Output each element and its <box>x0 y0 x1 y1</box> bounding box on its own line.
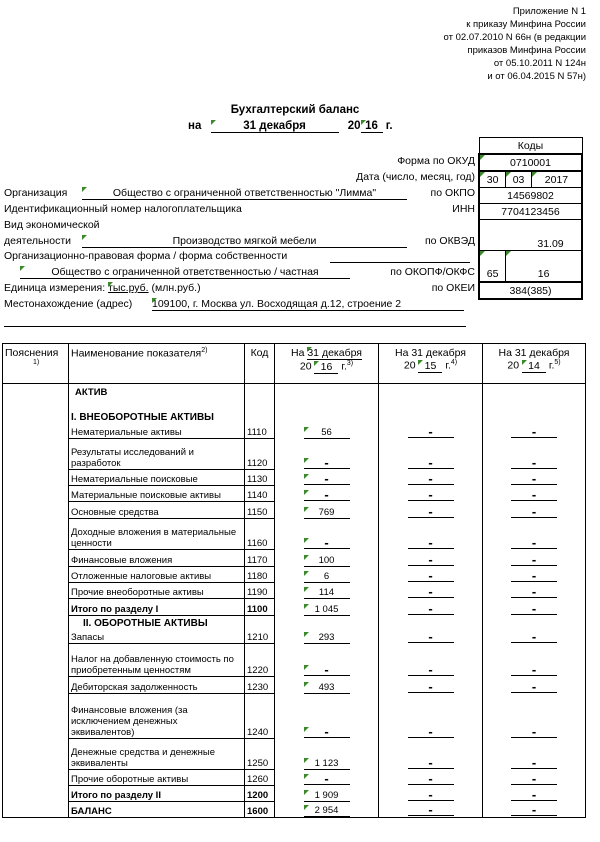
row-name: Материальные поисковые активы <box>69 486 245 502</box>
row-value-v1: 6 <box>304 571 350 583</box>
row-value-v2: - <box>408 427 454 438</box>
row-value-v2: - <box>408 682 454 693</box>
table-row <box>3 677 586 694</box>
value-cell <box>275 486 379 502</box>
appendix-note <box>444 5 586 83</box>
report-date <box>188 120 393 133</box>
table-row <box>3 583 586 599</box>
row-value-v1: - <box>304 774 350 785</box>
org-name: Общество с ограниченной ответственностью "Лимма" <box>82 187 407 200</box>
value-cell <box>275 502 379 519</box>
section-assets: АКТИВ <box>69 384 245 404</box>
row-name: Результаты исследований и разработок <box>69 439 245 470</box>
col1-year: 16 <box>314 361 338 374</box>
date-year: 2017 <box>531 171 582 188</box>
row-name: Итого по разделу II <box>69 786 245 802</box>
row-name: Финансовые вложения <box>69 550 245 567</box>
okfs-value: 16 <box>506 266 582 282</box>
value-cell <box>379 599 483 616</box>
row-value-v2: - <box>408 758 454 769</box>
row-value-v2: - <box>408 490 454 501</box>
row-code: 1110 <box>245 423 275 439</box>
value-cell <box>275 694 379 739</box>
notes-cell <box>3 802 69 818</box>
notes-cell <box>3 439 69 470</box>
row-code: 1120 <box>245 439 275 470</box>
page-title: Бухгалтерский баланс <box>230 104 360 116</box>
value-cell <box>275 439 379 470</box>
notes-cell <box>3 599 69 616</box>
header-notes <box>3 344 69 384</box>
activity-label-1: Вид экономической <box>4 219 100 231</box>
table-row <box>3 423 586 439</box>
row-value-v2: - <box>408 587 454 598</box>
address-value: 109100, г. Москва ул. Восходящая д.12, строение 2 <box>152 298 464 311</box>
date-value: 31 декабря <box>211 120 339 133</box>
notes-cell <box>3 583 69 599</box>
row-code: 1150 <box>245 502 275 519</box>
unit-alt: (млн.руб.) <box>151 282 201 294</box>
okud-label: Форма по ОКУД <box>397 155 475 167</box>
row-value-v3: - <box>511 474 557 485</box>
col2-prefix: На 31 декабря <box>395 347 466 359</box>
row-value-v1: - <box>304 665 350 676</box>
okved-value: 31.09 <box>479 235 582 251</box>
value-cell <box>275 567 379 583</box>
value-cell <box>379 644 483 677</box>
header-name-sup: 2) <box>201 347 208 354</box>
balance-body <box>3 384 586 818</box>
row-value-v3: - <box>511 682 557 693</box>
value-cell <box>275 519 379 550</box>
unit-value: тыс.руб. <box>108 282 149 294</box>
table-row <box>3 770 586 786</box>
row-name: Нематериальные поисковые <box>69 470 245 486</box>
header-col2 <box>379 344 483 384</box>
row-value-v1: 2 954 <box>304 805 350 817</box>
date-day: 30 <box>479 171 506 188</box>
value-cell <box>275 599 379 616</box>
date-label: Дата (число, месяц, год) <box>356 171 475 183</box>
col1-prefix: На <box>290 347 305 359</box>
notes-cell <box>3 694 69 739</box>
value-cell <box>275 802 379 818</box>
row-code: 1210 <box>245 616 275 644</box>
table-row <box>3 599 586 616</box>
table-row <box>3 644 586 677</box>
row-value-v2: - <box>408 571 454 582</box>
value-cell <box>483 739 586 770</box>
notes-cell <box>3 502 69 519</box>
appendix-line: от 05.10.2011 N 124н <box>493 58 586 69</box>
row-name: Прочие оборотные активы <box>69 770 245 786</box>
row-value-v1: - <box>304 538 350 549</box>
row-value-v3: - <box>511 587 557 598</box>
unit-row <box>4 282 201 294</box>
value-cell <box>483 423 586 439</box>
row-value-v2: - <box>408 555 454 566</box>
row-code: 1230 <box>245 677 275 694</box>
okud-value: 0710001 <box>479 154 582 171</box>
value-cell <box>379 519 483 550</box>
row-value-v1: - <box>304 474 350 485</box>
row-value-v3: - <box>511 604 557 615</box>
row-name: Денежные средства и денежные эквиваленты <box>69 739 245 770</box>
value-cell <box>483 550 586 567</box>
notes-cell <box>3 567 69 583</box>
row-value-v2: - <box>408 665 454 676</box>
value-cell <box>483 599 586 616</box>
row-name: Итого по разделу I <box>69 599 245 616</box>
value-cell <box>379 502 483 519</box>
value-cell <box>275 786 379 802</box>
value-cell <box>275 739 379 770</box>
value-cell <box>379 567 483 583</box>
row-code: 1600 <box>245 802 275 818</box>
col1-y20: 20 <box>299 360 312 373</box>
unit-label: Единица измерения: <box>4 282 106 294</box>
notes-cell <box>3 470 69 486</box>
codes-table <box>478 137 583 300</box>
row-value-v1: 56 <box>304 427 350 439</box>
col2-year: 15 <box>418 360 442 373</box>
activity-label-2: деятельности <box>4 235 71 247</box>
row-value-v1: 1 123 <box>304 758 350 770</box>
value-cell <box>379 739 483 770</box>
appendix-line: приказов Минфина России <box>467 45 586 56</box>
row-value-v2: - <box>408 727 454 738</box>
header-name-label: Наименование показателя <box>71 347 202 360</box>
value-cell <box>379 677 483 694</box>
section-1: I. ВНЕОБОРОТНЫЕ АКТИВЫ <box>69 403 245 423</box>
col3-y20: 20 <box>507 359 520 372</box>
value-cell <box>483 486 586 502</box>
table-row <box>3 786 586 802</box>
row-value-v2: - <box>408 790 454 801</box>
row-value-v1: 100 <box>304 555 350 567</box>
row-value-v1: - <box>304 458 350 469</box>
value-cell <box>483 583 586 599</box>
inn-full-label: Идентификационный номер налогоплательщика <box>4 203 242 215</box>
value-cell <box>275 677 379 694</box>
row-name: Запасы <box>71 632 105 643</box>
col1-sup: 3) <box>346 360 354 367</box>
value-cell <box>379 486 483 502</box>
value-cell <box>483 616 586 644</box>
row-name: Доходные вложения в материальные ценности <box>69 519 245 550</box>
table-row <box>3 802 586 818</box>
legal-form-value: Общество с ограниченной ответственностью / частная <box>20 266 350 279</box>
notes-cell <box>3 423 69 439</box>
notes-cell <box>3 519 69 550</box>
value-cell <box>483 677 586 694</box>
row-value-v3: - <box>511 727 557 738</box>
row-value-v3: - <box>511 458 557 469</box>
value-cell <box>275 583 379 599</box>
row-code: 1100 <box>245 599 275 616</box>
notes-cell <box>3 786 69 802</box>
value-cell <box>275 770 379 786</box>
row-value-v2: - <box>408 604 454 615</box>
row-name: Нематериальные активы <box>69 423 245 439</box>
okved-blank <box>479 220 582 236</box>
row-value-v3: - <box>511 805 557 816</box>
value-cell <box>275 616 379 644</box>
okved-label: по ОКВЭД <box>424 235 475 247</box>
row-value-v3: - <box>511 571 557 582</box>
table-row <box>3 486 586 502</box>
table-row <box>3 567 586 583</box>
value-cell <box>379 439 483 470</box>
row-value-v3: - <box>511 538 557 549</box>
row-code: 1190 <box>245 583 275 599</box>
okpo-label: по ОКПО <box>430 187 475 199</box>
row-value-v1: - <box>304 727 350 738</box>
col3-sup: 5) <box>554 359 561 366</box>
value-cell <box>483 567 586 583</box>
address-line-2 <box>4 326 466 327</box>
row-value-v1: - <box>304 490 350 501</box>
value-cell <box>379 423 483 439</box>
row-code: 1250 <box>245 739 275 770</box>
header-col1 <box>275 344 379 384</box>
appendix-line: Приложение N 1 <box>512 6 586 17</box>
value-cell <box>483 770 586 786</box>
value-cell <box>275 423 379 439</box>
row-value-v2: - <box>408 774 454 785</box>
header-code: Код <box>245 344 275 384</box>
row-value-v3: - <box>511 758 557 769</box>
value-cell <box>379 694 483 739</box>
activity-value: Производство мягкой мебели <box>82 235 407 248</box>
notes-cell <box>3 770 69 786</box>
year-suffix: г. <box>385 120 393 132</box>
section-2: II. ОБОРОТНЫЕ АКТИВЫ <box>83 618 208 629</box>
value-cell <box>275 644 379 677</box>
notes-cell <box>3 550 69 567</box>
date-month: 03 <box>506 171 532 188</box>
table-row <box>3 739 586 770</box>
value-cell <box>483 519 586 550</box>
row-name: Финансовые вложения (за исключением денежных эквивалентов) <box>69 694 245 739</box>
value-cell <box>483 644 586 677</box>
header-name <box>69 344 245 384</box>
table-row <box>3 519 586 550</box>
col3-prefix: На 31 декабря <box>498 347 570 359</box>
row-code: 1130 <box>245 470 275 486</box>
date-prefix: на <box>188 120 202 132</box>
row-value-v2: - <box>408 538 454 549</box>
okopf-blank <box>479 251 506 267</box>
col3-g: г. <box>548 359 555 372</box>
row-value-v2: - <box>408 458 454 469</box>
row-value-v3: - <box>511 632 557 643</box>
row-value-v2: - <box>408 632 454 643</box>
legal-form-label: Организационно-правовая форма / форма собственности <box>4 250 288 262</box>
col1-g: г. <box>341 360 347 373</box>
col1-date: 31 декабря <box>307 347 362 359</box>
value-cell <box>379 616 483 644</box>
org-label: Организация <box>4 187 68 199</box>
inn-label: ИНН <box>452 203 475 215</box>
address-label: Местонахождение (адрес) <box>4 298 133 310</box>
row-name: Прочие внеоборотные активы <box>69 583 245 599</box>
row-value-v1: 114 <box>304 587 350 599</box>
value-cell <box>275 550 379 567</box>
row-code: 1180 <box>245 567 275 583</box>
value-cell <box>379 470 483 486</box>
row-value-v3: - <box>511 427 557 438</box>
okopf-label: по ОКОПФ/ОКФС <box>390 266 475 278</box>
row-name: Основные средства <box>69 502 245 519</box>
okopf-value: 65 <box>479 266 506 282</box>
value-cell <box>483 439 586 470</box>
balance-table <box>2 343 586 818</box>
row-value-v2: - <box>408 474 454 485</box>
notes-cell <box>3 616 69 644</box>
row-code: 1220 <box>245 644 275 677</box>
appendix-line: от 02.07.2010 N 66н (в редакции <box>443 32 586 43</box>
value-cell <box>379 770 483 786</box>
row-value-v3: - <box>511 490 557 501</box>
notes-cell <box>3 486 69 502</box>
value-cell <box>483 470 586 486</box>
legal-form-line <box>330 262 470 263</box>
row-value-v3: - <box>511 774 557 785</box>
row-value-v1: 1 909 <box>304 790 350 802</box>
row-name: Налог на добавленную стоимость по приобретенным ценностям <box>69 644 245 677</box>
value-cell <box>379 786 483 802</box>
row-value-v1: 493 <box>304 682 350 694</box>
codes-title: Коды <box>479 138 582 155</box>
okpo-value: 14569802 <box>479 188 582 204</box>
row-value-v3: - <box>511 790 557 801</box>
okei-label: по ОКЕИ <box>431 282 475 294</box>
row-value-v2: - <box>408 805 454 816</box>
table-row <box>3 470 586 486</box>
value-cell <box>483 786 586 802</box>
row-name-cell <box>69 616 245 644</box>
row-value-v3: - <box>511 507 557 518</box>
row-value-v3: - <box>511 555 557 566</box>
notes-cell <box>3 739 69 770</box>
notes-cell <box>3 644 69 677</box>
col3-year: 14 <box>522 360 546 373</box>
row-code: 1260 <box>245 770 275 786</box>
appendix-line: к приказу Минфина России <box>466 19 586 30</box>
value-cell <box>483 694 586 739</box>
header-notes-sup: 1) <box>33 359 40 366</box>
year-value: 16 <box>361 120 383 133</box>
appendix-line: и от 06.04.2015 N 57н) <box>487 71 586 82</box>
row-value-v1: 1 045 <box>304 604 350 616</box>
row-value-v1: 769 <box>304 507 350 519</box>
col2-g: г. <box>445 359 451 372</box>
row-code: 1170 <box>245 550 275 567</box>
header-col3 <box>483 344 586 384</box>
row-name: БАЛАНС <box>69 802 245 818</box>
table-row <box>3 439 586 470</box>
year-prefix: 20 <box>347 120 361 132</box>
value-cell <box>379 802 483 818</box>
table-row <box>3 550 586 567</box>
header-notes-label: Пояснения <box>5 347 59 359</box>
okfs-blank <box>506 251 582 267</box>
row-code: 1140 <box>245 486 275 502</box>
row-value-v2: - <box>408 507 454 518</box>
notes-cell <box>3 677 69 694</box>
row-value-v3: - <box>511 665 557 676</box>
value-cell <box>379 550 483 567</box>
value-cell <box>483 802 586 818</box>
col2-sup: 4) <box>450 359 458 366</box>
row-name: Отложенные налоговые активы <box>69 567 245 583</box>
okei-value: 384(385) <box>479 282 582 299</box>
table-row <box>3 694 586 739</box>
value-cell <box>275 470 379 486</box>
row-name: Дебиторская задолженность <box>69 677 245 694</box>
value-cell <box>483 502 586 519</box>
row-code: 1200 <box>245 786 275 802</box>
table-row <box>3 616 586 644</box>
row-code: 1240 <box>245 694 275 739</box>
inn-value: 7704123456 <box>479 204 582 220</box>
col2-y20: 20 <box>403 359 416 372</box>
value-cell <box>379 583 483 599</box>
row-value-v1: 293 <box>304 632 350 644</box>
table-row <box>3 502 586 519</box>
row-code: 1160 <box>245 519 275 550</box>
